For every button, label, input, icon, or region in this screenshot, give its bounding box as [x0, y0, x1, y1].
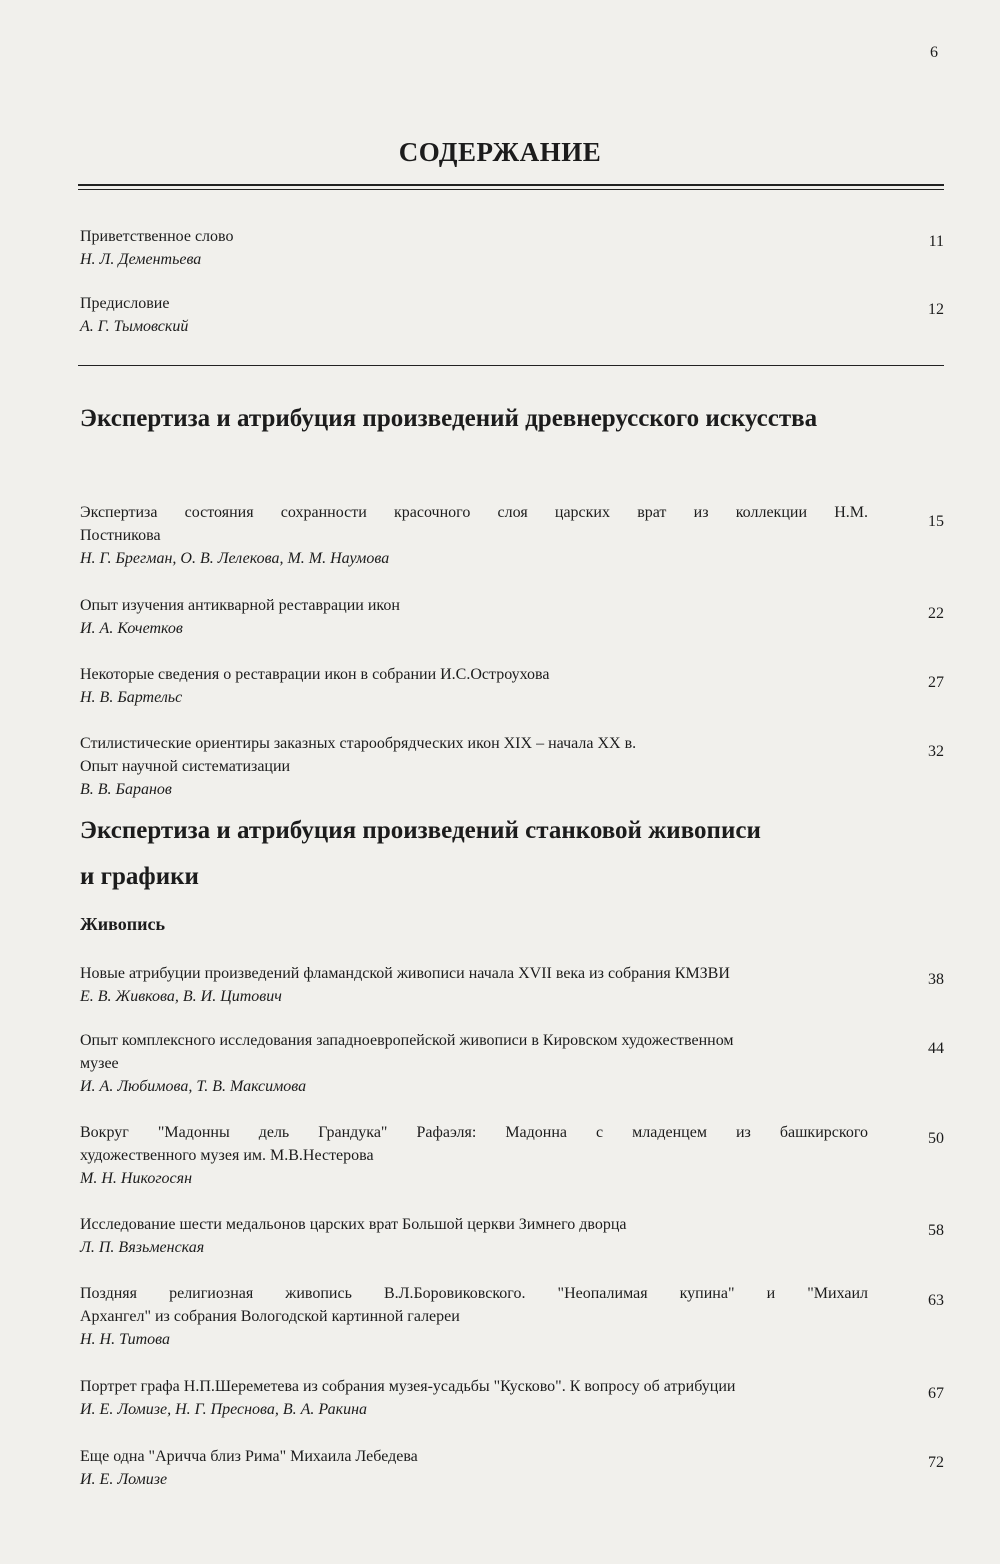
entry-page: 50	[928, 1130, 944, 1147]
toc-entry[interactable]	[80, 962, 950, 1008]
entry-authors: Н. Н. Титова	[80, 1331, 171, 1348]
entry-authors: Н. Г. Брегман, О. В. Лелекова, М. М. Наумова	[80, 550, 390, 567]
entry-title: Еще одна "Ариччa близ Рима" Михаила Лебедева	[80, 1448, 418, 1465]
entry-title: Поздняя религиозная живопись В.Л.Боровиковского. "Неопалимая купина" и "Михаил	[80, 1285, 868, 1302]
subsection-heading-painting: Живопись	[80, 914, 166, 934]
entry-page: 11	[928, 233, 944, 250]
toc-entry[interactable]	[80, 663, 950, 709]
toc-entry[interactable]	[80, 1282, 950, 1351]
entry-authors: И. А. Кочетков	[80, 620, 183, 637]
entry-title-cont: Опыт научной систематизации	[80, 758, 291, 775]
entry-authors: В. В. Баранов	[80, 781, 172, 798]
section-rule	[78, 365, 944, 366]
entry-title: Новые атрибуции произведений фламандской живописи начала XVII века из собрания КМЗВИ	[80, 965, 730, 982]
entry-title: Стилистические ориентиры заказных старообрядческих икон XIX – начала XX в.	[80, 735, 637, 752]
entry-title-cont: художественного музея им. М.В.Нестерова	[80, 1147, 374, 1164]
entry-title: Портрет графа Н.П.Шереметева из собрания музея-усадьбы "Кусково". К вопросу об атрибуции	[80, 1378, 736, 1395]
entry-authors: М. Н. Никогосян	[80, 1170, 193, 1187]
toc-entry[interactable]	[80, 1375, 950, 1421]
toc-entry[interactable]	[80, 1213, 950, 1259]
entry-title-cont: Постникова	[80, 527, 161, 544]
entry-title: Приветственное слово	[80, 228, 234, 245]
entry-page: 58	[928, 1222, 944, 1239]
entry-title: Исследование шести медальонов царских врат Большой церкви Зимнего дворца	[80, 1216, 627, 1233]
entry-authors: Н. Л. Дементьева	[80, 251, 202, 268]
page-title: СОДЕРЖАНИЕ	[398, 137, 602, 167]
entry-title: Экспертиза состояния сохранности красочного слоя царских врат из коллекции Н.М.	[80, 504, 868, 521]
toc-entry-welcome[interactable]	[80, 225, 950, 271]
entry-title: Некоторые сведения о реставрации икон в собрании И.С.Остроухова	[80, 666, 550, 683]
entry-page: 63	[928, 1292, 944, 1309]
entry-authors: Л. П. Вязьменская	[80, 1239, 205, 1256]
entry-title: Вокруг "Мадонны дель Грандука" Рафаэля: Мадонна с младенцем из башкирского	[80, 1124, 868, 1141]
entry-title-cont: музее	[80, 1055, 119, 1072]
entry-page: 32	[928, 743, 944, 760]
entry-page: 72	[928, 1454, 944, 1471]
entry-authors: А. Г. Тымовский	[80, 318, 189, 335]
toc-entry[interactable]	[80, 1029, 950, 1098]
entry-authors: И. А. Любимова, Т. В. Максимова	[80, 1078, 307, 1095]
entry-title: Предисловие	[80, 295, 170, 312]
entry-page: 38	[928, 971, 944, 988]
toc-entry[interactable]	[80, 732, 950, 801]
entry-page: 44	[928, 1040, 944, 1057]
section-heading-easel-painting: Экспертиза и атрибуция произведений станковой живописи и графики	[80, 817, 761, 890]
entry-page: 15	[928, 513, 944, 530]
toc-entry[interactable]	[80, 1445, 950, 1491]
entry-page: 22	[928, 605, 944, 622]
page-number: 6	[930, 44, 938, 61]
section-heading-old-russian: Экспертиза и атрибуция произведений древнерусского искусства	[80, 405, 818, 432]
toc-entry-preface[interactable]	[80, 292, 950, 338]
toc-entry[interactable]	[80, 501, 950, 570]
title-double-rule	[78, 184, 944, 190]
entry-authors: И. Е. Ломизе	[80, 1471, 168, 1488]
entry-authors: Е. В. Живкова, В. И. Цитович	[80, 988, 282, 1005]
toc-entry[interactable]	[80, 594, 950, 640]
entry-title: Опыт изучения антикварной реставрации икон	[80, 597, 400, 614]
entry-title: Опыт комплексного исследования западноевропейской живописи в Кировском художественном	[80, 1032, 734, 1049]
entry-authors: Н. В. Бартельс	[80, 689, 183, 706]
entry-page: 67	[928, 1385, 944, 1402]
entry-authors: И. Е. Ломизе, Н. Г. Преснова, В. А. Ракина	[80, 1401, 368, 1418]
toc-entry[interactable]	[80, 1121, 950, 1190]
entry-title-cont: Архангел" из собрания Вологодской картинной галереи	[80, 1308, 460, 1325]
entry-page: 12	[928, 301, 944, 318]
entry-page: 27	[928, 674, 944, 691]
